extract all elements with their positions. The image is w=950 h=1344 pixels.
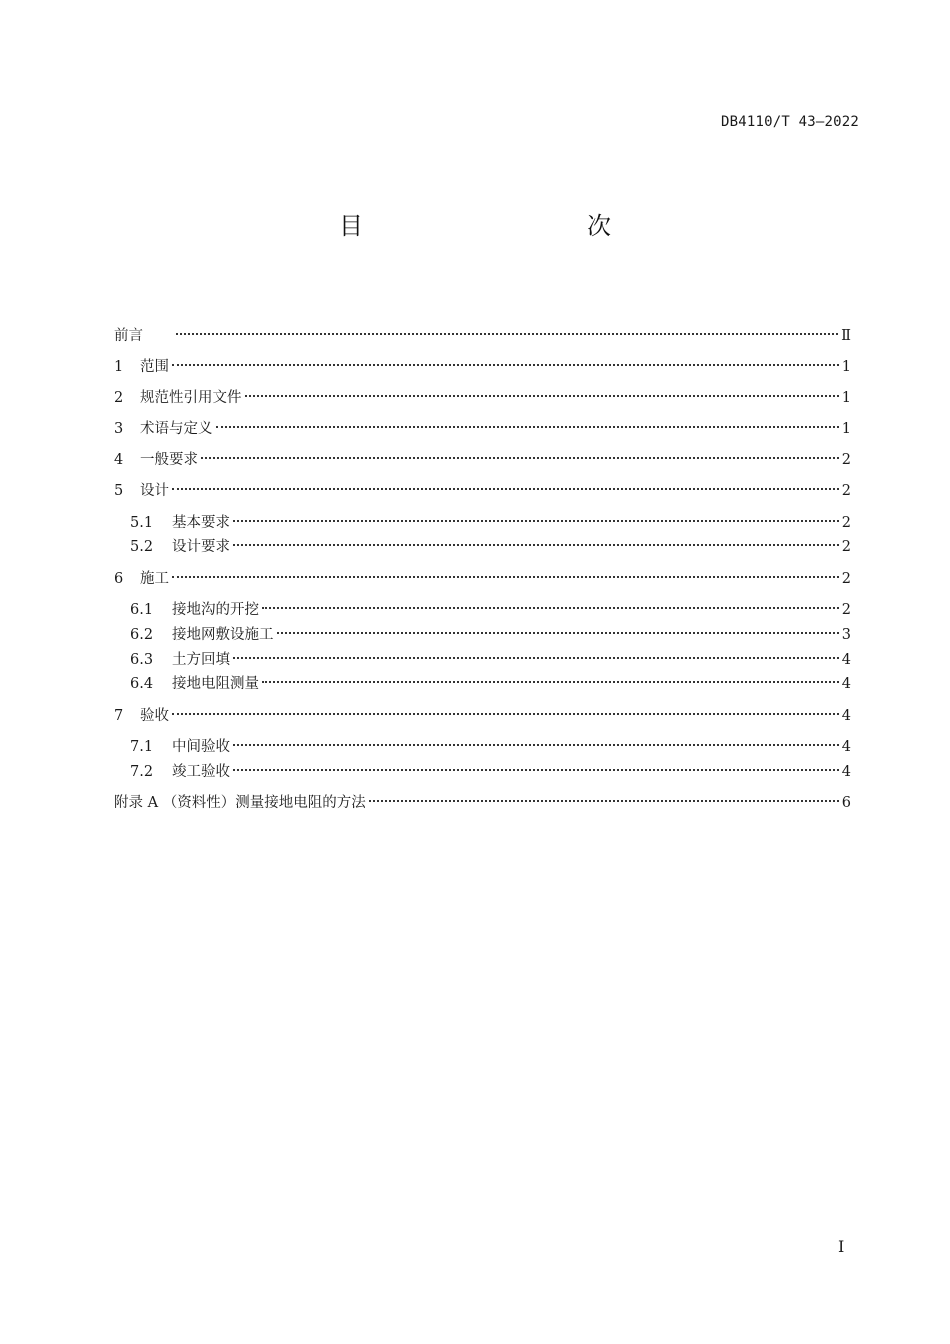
toc-entry-page: Ⅱ — [841, 328, 851, 344]
toc-entry-6-2[interactable] — [130, 617, 851, 643]
toc-entry-number: 2 — [114, 390, 124, 406]
toc-entry-5[interactable] — [114, 473, 851, 499]
toc-leader-dots — [233, 642, 839, 664]
toc-entry-label: 规范性引用文件 — [140, 390, 242, 406]
toc-entry-page: 4 — [841, 739, 851, 755]
toc-entry-5-2[interactable] — [130, 529, 851, 555]
toc-entry-label: 前言 — [114, 328, 143, 344]
toc-entry-label: 设计要求 — [172, 539, 230, 555]
toc-entry-label: 范围 — [140, 359, 169, 375]
toc-leader-dots — [233, 505, 839, 527]
toc-entry-page: 4 — [841, 652, 851, 668]
toc-entry-number: 5 — [114, 483, 124, 499]
document-id: DB4110/T 43—2022 — [720, 114, 859, 130]
toc-entry-number: 1 — [114, 359, 124, 375]
toc-entry-label: 接地电阻测量 — [172, 676, 259, 692]
toc-entry-appendix-a[interactable] — [114, 785, 851, 811]
toc-entry-page: 2 — [841, 602, 851, 618]
toc-entry-number: 3 — [114, 421, 124, 437]
toc-entry-page: 1 — [841, 390, 851, 406]
toc-entry-label: 术语与定义 — [140, 421, 213, 437]
toc-entry-number: 7.1 — [130, 739, 154, 755]
toc-entry-5-1[interactable] — [130, 505, 851, 531]
toc-entry-6-1[interactable] — [130, 592, 851, 618]
toc-leader-dots — [172, 698, 839, 720]
toc-entry-number: 5.2 — [130, 539, 154, 555]
toc-entry-number: 4 — [114, 452, 124, 468]
toc-entry-7[interactable] — [114, 698, 851, 724]
toc-entry-page: 1 — [841, 421, 851, 437]
toc-entry-number: 7 — [114, 708, 124, 724]
toc-entry-page: 4 — [841, 676, 851, 692]
toc-leader-dots — [201, 442, 839, 464]
toc-entry-label: 施工 — [140, 571, 169, 587]
toc-entry-6-3[interactable] — [130, 642, 851, 668]
toc-entry-number: 6.4 — [130, 676, 154, 692]
toc-leader-dots — [262, 666, 839, 688]
toc-entry-page: 2 — [841, 539, 851, 555]
toc-leader-dots — [262, 592, 839, 614]
toc-entry-number: 7.2 — [130, 764, 154, 780]
page-title: 目 次 — [339, 212, 711, 240]
toc-entry-label: 一般要求 — [140, 452, 198, 468]
toc-entry-label: 附录 A （资料性）测量接地电阻的方法 — [114, 795, 366, 811]
toc-leader-dots — [245, 380, 839, 402]
toc-entry-2[interactable] — [114, 380, 851, 406]
toc-entry-page: 2 — [841, 483, 851, 499]
toc-entry-label: 土方回填 — [172, 652, 230, 668]
toc-leader-dots — [277, 617, 839, 639]
toc-entry-foreword[interactable] — [114, 318, 851, 344]
toc-entry-7-2[interactable] — [130, 754, 851, 780]
toc-entry-page: 2 — [841, 571, 851, 587]
toc-entry-label: 竣工验收 — [172, 764, 230, 780]
toc-entry-page: 4 — [841, 708, 851, 724]
toc-entry-number: 6 — [114, 571, 124, 587]
toc-entry-number: 5.1 — [130, 515, 154, 531]
toc-entry-label: 中间验收 — [172, 739, 230, 755]
toc-leader-dots — [233, 754, 839, 776]
toc-leader-dots — [216, 411, 839, 433]
toc-entry-number: 6.2 — [130, 627, 154, 643]
toc-entry-3[interactable] — [114, 411, 851, 437]
toc-entry-page: 1 — [841, 359, 851, 375]
toc-entry-label: 接地网敷设施工 — [172, 627, 274, 643]
toc-entry-label: 接地沟的开挖 — [172, 602, 259, 618]
toc-leader-dots — [172, 561, 839, 583]
toc-entry-4[interactable] — [114, 442, 851, 468]
toc-entry-page: 4 — [841, 764, 851, 780]
toc-leader-dots — [233, 529, 839, 551]
toc-entry-6-4[interactable] — [130, 666, 851, 692]
toc-entry-page: 2 — [841, 452, 851, 468]
toc-entry-page: 2 — [841, 515, 851, 531]
toc-leader-dots — [176, 318, 838, 340]
toc-leader-dots — [233, 729, 839, 751]
toc-entry-7-1[interactable] — [130, 729, 851, 755]
toc-entry-page: 6 — [841, 795, 851, 811]
toc-entry-number: 6.1 — [130, 602, 154, 618]
toc-entry-page: 3 — [841, 627, 851, 643]
page-number: I — [838, 1237, 845, 1256]
toc-leader-dots — [369, 785, 839, 807]
toc-entry-label: 设计 — [140, 483, 169, 499]
toc-entry-label: 基本要求 — [172, 515, 230, 531]
toc-entry-label: 验收 — [140, 708, 169, 724]
toc-entry-6[interactable] — [114, 561, 851, 587]
toc-leader-dots — [172, 349, 839, 371]
toc-leader-dots — [172, 473, 839, 495]
toc-entry-1[interactable] — [114, 349, 851, 375]
toc-entry-number: 6.3 — [130, 652, 154, 668]
